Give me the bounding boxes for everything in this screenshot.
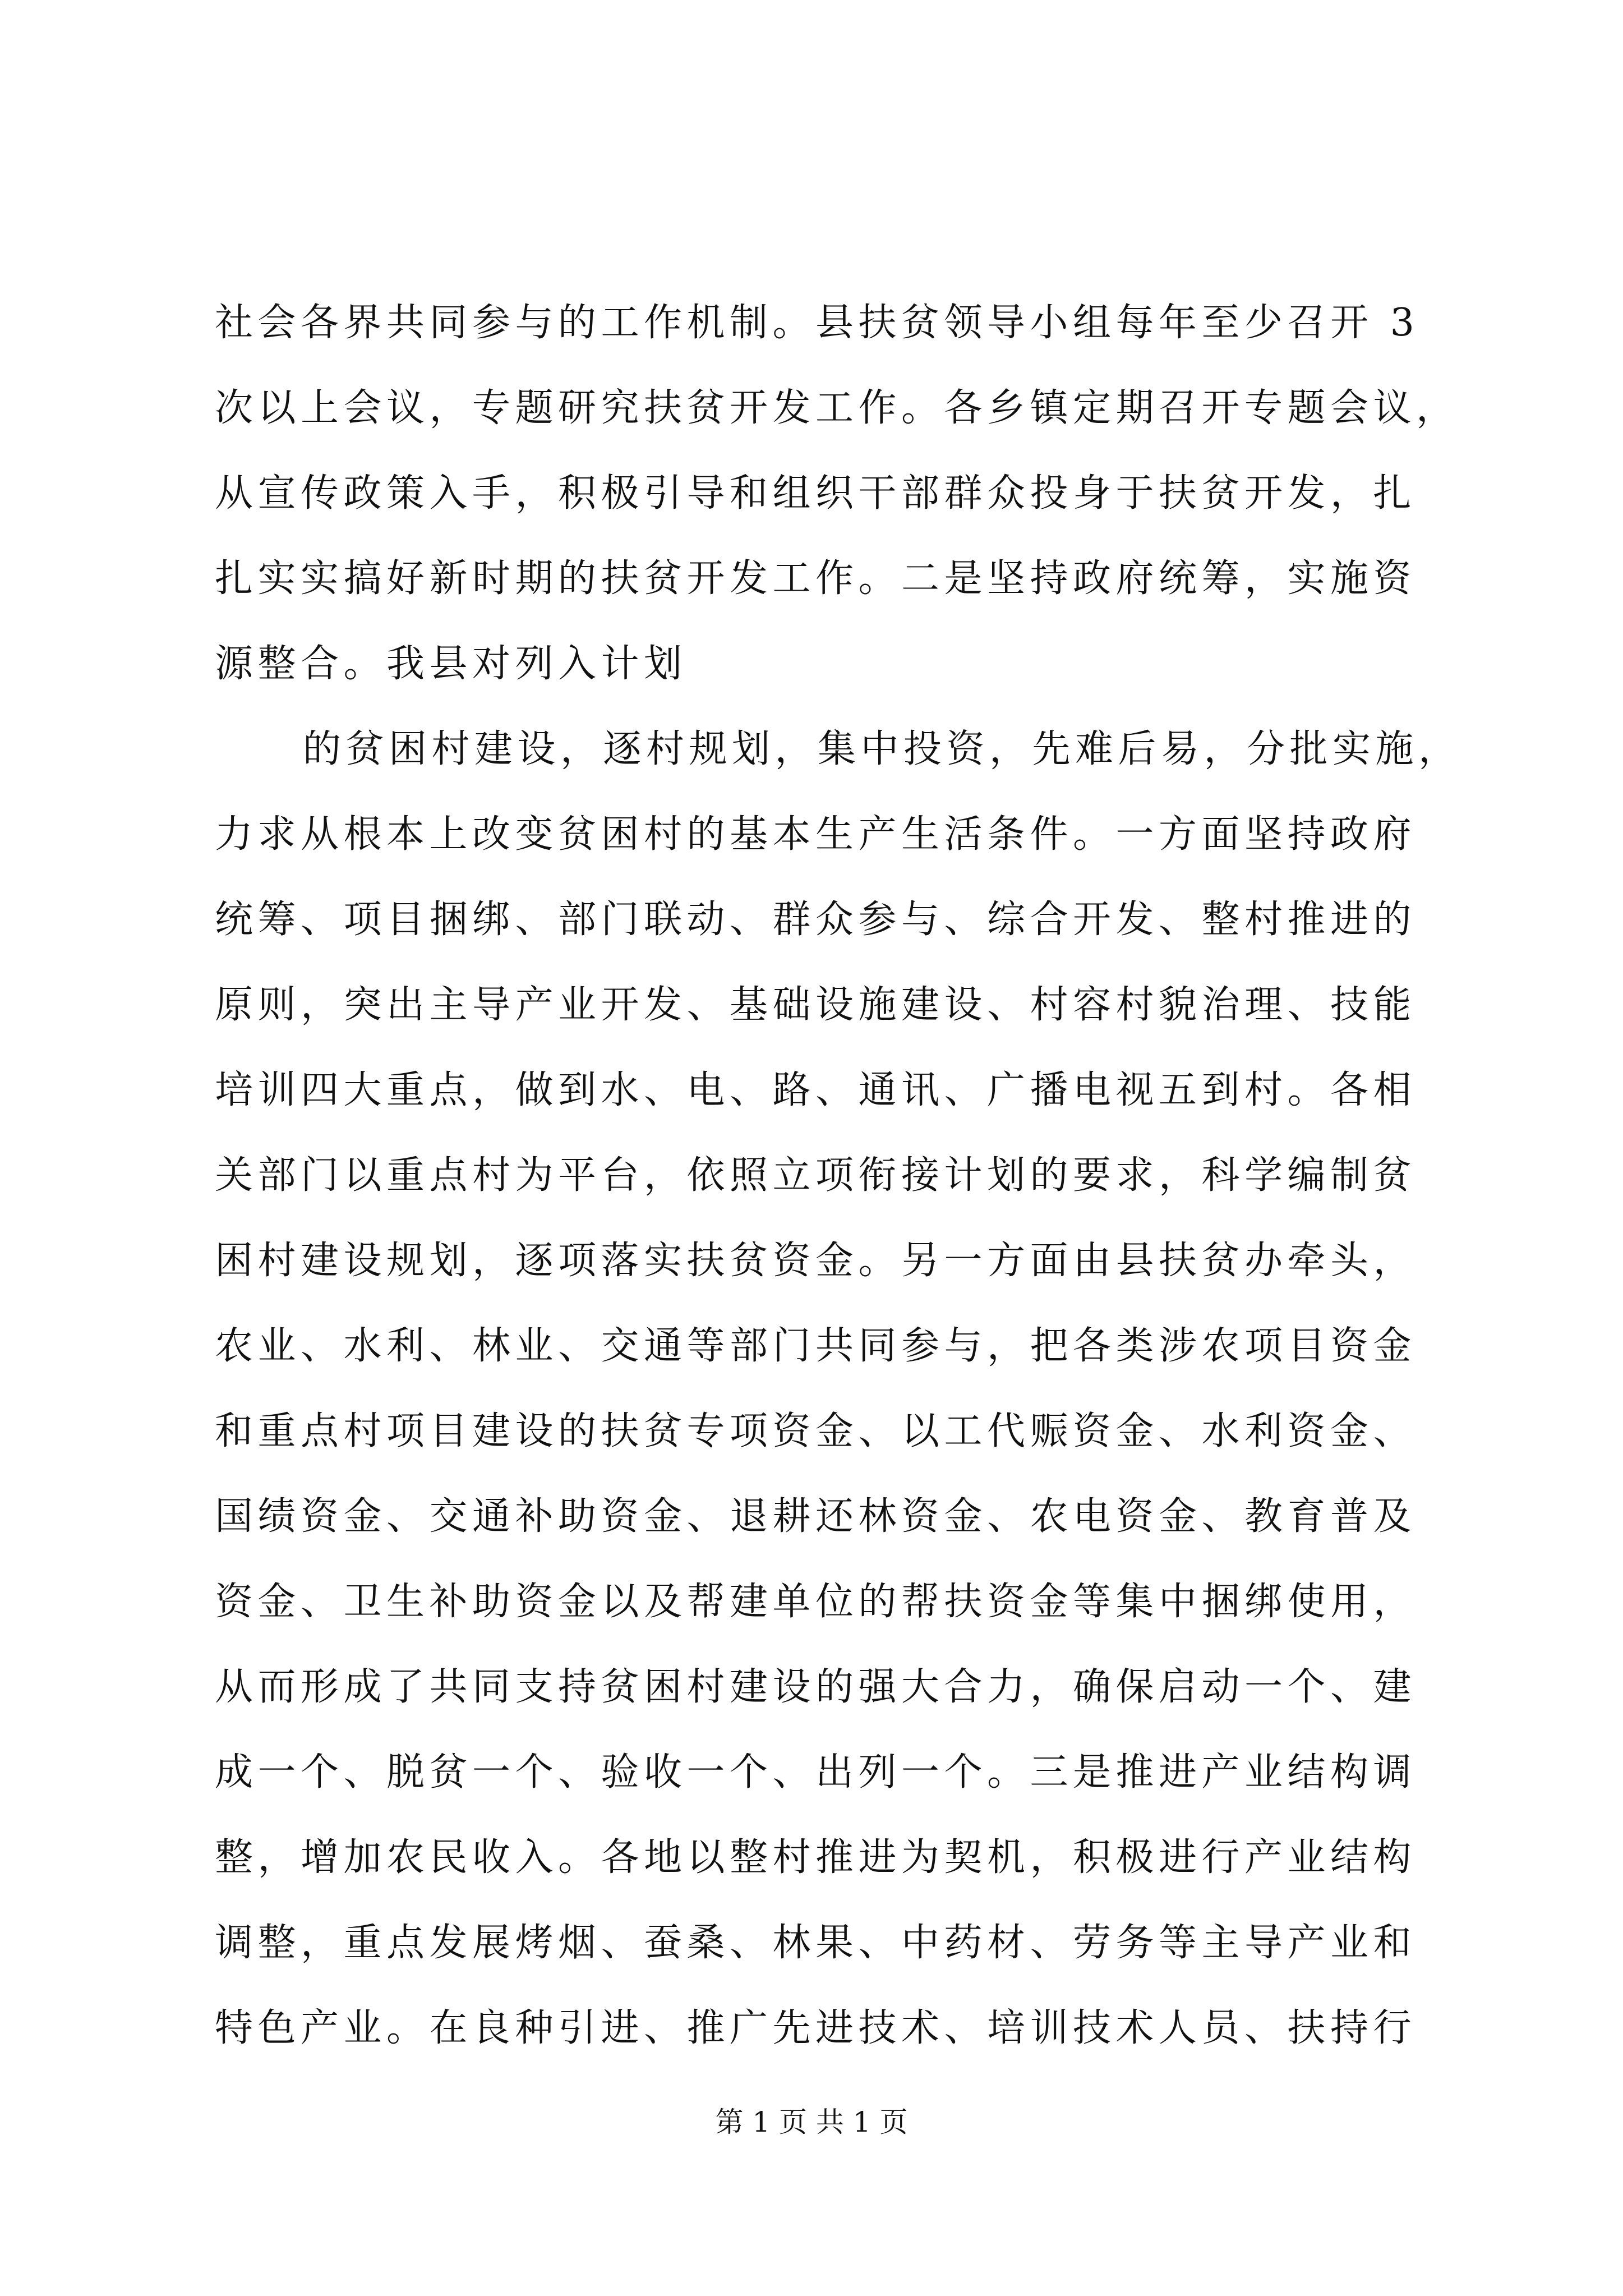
text-line: 资金、卫生补助资金以及帮建单位的帮扶资金等集中捆绑使用， xyxy=(215,1580,1417,1624)
text-line: 整，增加农民收入。各地以整村推进为契机，积极进行产业结构 xyxy=(215,1835,1417,1880)
paragraph-first-line: 的贫困村建设，逐村规划，集中投资，先难后易，分批实施， xyxy=(303,727,1461,771)
text-line: 从宣传政策入手，积极引导和组织干部群众投身于扶贫开发，扎 xyxy=(215,471,1417,516)
text-line: 关部门以重点村为平台，依照立项衔接计划的要求，科学编制贫 xyxy=(215,1153,1417,1198)
text-line: 力求从根本上改变贫困村的基本生产生活条件。一方面坚持政府 xyxy=(215,812,1417,857)
text-line: 扎实实搞好新时期的扶贫开发工作。二是坚持政府统筹，实施资 xyxy=(215,556,1417,601)
page-number-footer: 第 1 页 共 1 页 xyxy=(715,2106,908,2138)
text-line: 成一个、脱贫一个、验收一个、出列一个。三是推进产业结构调 xyxy=(215,1750,1417,1795)
text-line: 源整合。我县对列入计划 xyxy=(215,642,687,686)
text-line: 从而形成了共同支持贫困村建设的强大合力，确保启动一个、建 xyxy=(215,1665,1417,1709)
text-line: 农业、水利、林业、交通等部门共同参与，把各类涉农项目资金 xyxy=(215,1324,1417,1368)
text-line: 统筹、项目捆绑、部门联动、群众参与、综合开发、整村推进的 xyxy=(215,898,1417,942)
text-line: 特色产业。在良种引进、推广先进技术、培训技术人员、扶持行 xyxy=(215,2006,1417,2050)
text-line: 社会各界共同参与的工作机制。县扶贫领导小组每年至少召开 3 xyxy=(215,301,1419,345)
text-line: 调整，重点发展烤烟、蚕桑、林果、中药材、劳务等主导产业和 xyxy=(215,1921,1417,1965)
text-line: 培训四大重点，做到水、电、路、通讯、广播电视五到村。各相 xyxy=(215,1068,1417,1112)
text-line: 和重点村项目建设的扶贫专项资金、以工代赈资金、水利资金、 xyxy=(215,1409,1417,1453)
text-line: 次以上会议，专题研究扶贫开发工作。各乡镇定期召开专题会议， xyxy=(215,386,1459,430)
text-line: 原则，突出主导产业开发、基础设施建设、村容村貌治理、技能 xyxy=(215,983,1417,1027)
text-line: 国绩资金、交通补助资金、退耕还林资金、农电资金、教育普及 xyxy=(215,1494,1417,1539)
text-line: 困村建设规划，逐项落实扶贫资金。另一方面由县扶贫办牵头， xyxy=(215,1239,1417,1283)
